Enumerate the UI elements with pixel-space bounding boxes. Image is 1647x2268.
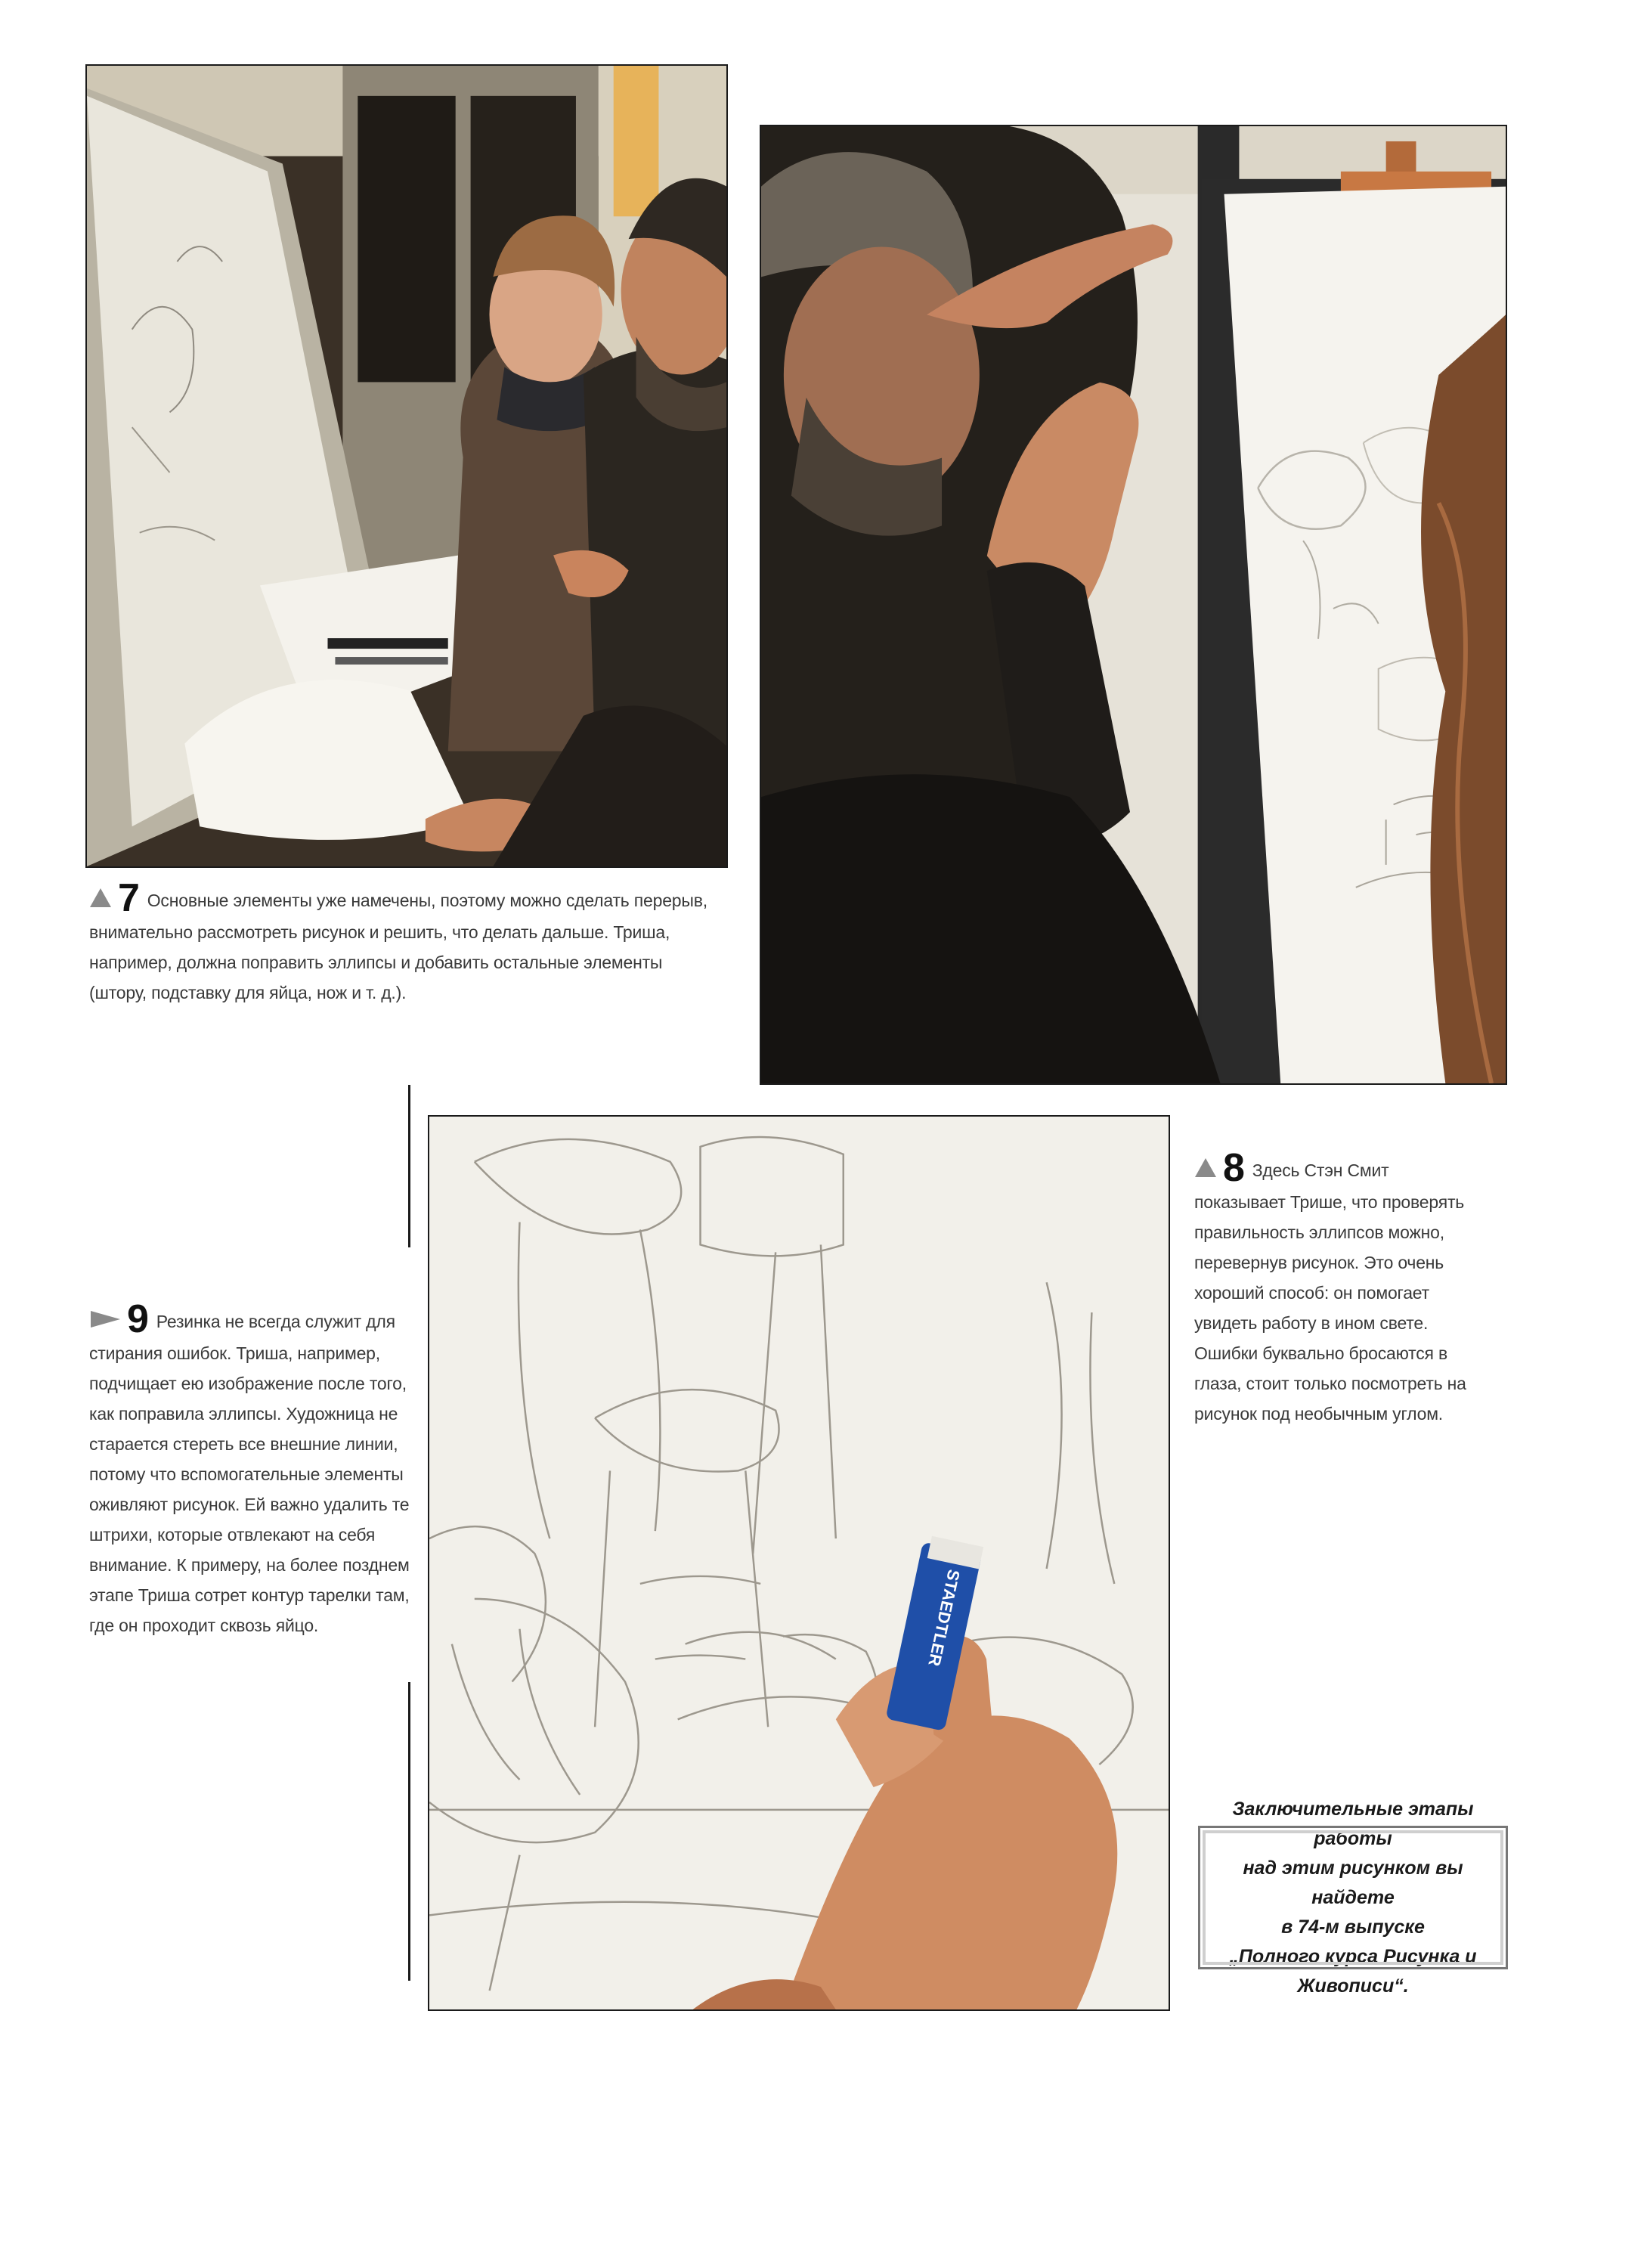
caption-step-8	[1194, 1146, 1481, 1429]
photo-step-7	[85, 64, 728, 868]
photo-step-9	[428, 1115, 1170, 2011]
photo-step-8	[760, 125, 1507, 1085]
divider-rule-bottom	[408, 1682, 410, 1981]
caption-text: Здесь Стэн Смит показывает Трише, что проверять правильность эллипсов можно, перевернув рисунок. Это очень хороший способ: он помогает увидеть работу в ином свете. Ошибки буквально бросаются в глаза, стоит только посмотреть на рисунок под необычным углом.	[1194, 1160, 1466, 1424]
eraser-brand-label: STAEDTLER	[924, 1567, 964, 1668]
triangle-up-icon	[89, 887, 112, 917]
divider-rule-top	[408, 1085, 410, 1247]
next-issue-notice: Заключительные этапы работы над этим рисунком вы найдете в 74-м выпуске „Полного курса Рисунка и Живописи“.	[1198, 1826, 1508, 1969]
step-number: 9	[127, 1297, 149, 1341]
caption-step-9	[89, 1297, 418, 1641]
triangle-right-icon	[89, 1308, 121, 1338]
step-number: 8	[1223, 1146, 1245, 1190]
caption-step-7	[89, 876, 709, 1008]
step-number: 7	[118, 876, 140, 920]
caption-text: Основные элементы уже намечены, поэтому можно сделать перерыв, внимательно рассмотреть рисунок и решить, что делать дальше. Триша, например, должна поправить эллипсы и добавить остальные элементы (штору, подставку для яйца, нож и т. д.).	[89, 891, 707, 1002]
triangle-up-icon	[1194, 1157, 1217, 1187]
caption-text: Резинка не всегда служит для стирания ошибок. Триша, например, подчищает ею изображение после того, как поправила эллипсы. Художница не старается стереть все внешние линии, потому что вспомогательные элементы оживляют рисунок. Ей важно удалить те штрихи, которые отвлекают на себя внимание. К примеру, на более позднем этапе Триша сотрет контур тарелки там, где он проходит сквозь яйцо.	[89, 1312, 410, 1635]
